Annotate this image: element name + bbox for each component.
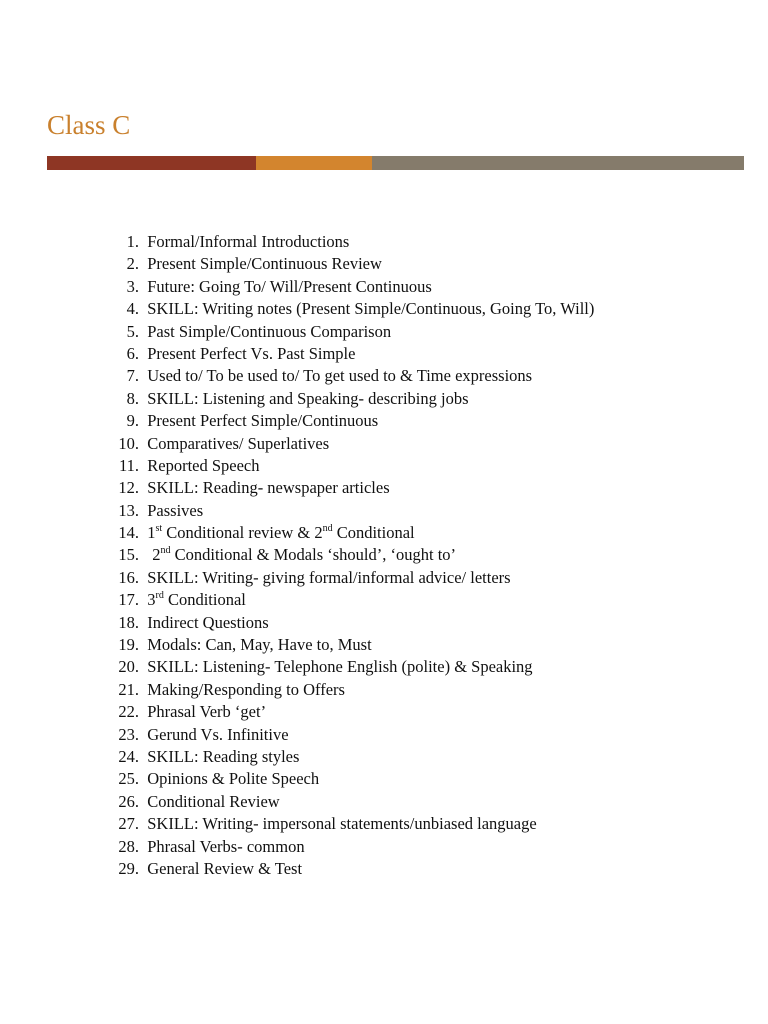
topic-text: SKILL: Reading- newspaper articles [147, 478, 390, 498]
topic-item [104, 656, 594, 678]
topic-number: 15. [118, 545, 139, 565]
topic-number: 25. [118, 769, 139, 789]
topic-text: Indirect Questions [147, 612, 269, 632]
ordinal-suffix: nd [322, 522, 333, 534]
topic-item [104, 433, 594, 455]
topic-number: 9. [126, 411, 139, 431]
topic-text: Phrasal Verbs- common [147, 836, 305, 856]
topic-number: 16. [118, 567, 139, 587]
ordinal-suffix: st [155, 522, 163, 534]
topic-text: Gerund Vs. Infinitive [147, 724, 289, 744]
topic-text-part: 1 [147, 523, 156, 543]
title-divider-bar [47, 156, 744, 170]
topic-item [104, 612, 594, 634]
topic-item [104, 298, 594, 320]
topic-text [152, 544, 456, 566]
topic-text: Present Perfect Simple/Continuous [147, 411, 379, 431]
topic-item [104, 858, 594, 880]
topic-item [104, 455, 594, 477]
topic-number: 19. [118, 635, 139, 655]
topic-number: 13. [118, 500, 139, 520]
topic-item [104, 791, 594, 813]
topic-item [104, 589, 594, 611]
topic-number: 2. [126, 254, 139, 274]
topic-text: SKILL: Reading styles [147, 746, 300, 766]
topic-item [104, 321, 594, 343]
topic-item [104, 522, 594, 544]
topic-text: SKILL: Writing- impersonal statements/unbiased language [147, 814, 537, 834]
topic-text-part: 3 [147, 590, 156, 610]
topic-number: 20. [118, 657, 139, 677]
page-title: Class C [47, 110, 131, 140]
topic-item [104, 567, 594, 589]
topic-item [104, 388, 594, 410]
topic-item [104, 253, 594, 275]
topic-item [104, 746, 594, 768]
topic-text: Reported Speech [147, 455, 260, 475]
topic-text-part: Conditional [163, 590, 246, 610]
topic-number: 22. [118, 702, 139, 722]
topic-text: SKILL: Listening- Telephone English (polite) & Speaking [147, 657, 533, 677]
topic-number: 10. [118, 433, 139, 453]
topic-item [104, 231, 594, 253]
topic-number: 3. [126, 276, 139, 296]
topic-item [104, 365, 594, 387]
topic-item [104, 679, 594, 701]
topic-text: Present Simple/Continuous Review [147, 254, 382, 274]
topic-number: 4. [126, 299, 139, 319]
topic-number: 8. [126, 388, 139, 408]
topic-text [147, 522, 414, 544]
topic-item [104, 634, 594, 656]
topic-item [104, 701, 594, 723]
topic-text: Past Simple/Continuous Comparison [147, 321, 392, 341]
topic-text: Opinions & Polite Speech [147, 769, 320, 789]
topic-number: 27. [118, 814, 139, 834]
topic-number: 28. [118, 836, 139, 856]
topic-item [104, 813, 594, 835]
topic-text: Used to/ To be used to/ To get used to & Time expressions [147, 366, 533, 386]
topic-text: Making/Responding to Offers [147, 679, 345, 699]
divider-segment-dark-red [47, 156, 256, 170]
topic-text: SKILL: Writing notes (Present Simple/Continuous, Going To, Will) [147, 299, 595, 319]
topic-number: 14. [118, 523, 139, 543]
topic-number: 26. [118, 791, 139, 811]
topic-number: 23. [118, 724, 139, 744]
topic-text-part: Conditional & Modals ‘should’, ‘ought to’ [170, 545, 457, 565]
topic-text: Modals: Can, May, Have to, Must [147, 635, 372, 655]
topic-text: Passives [147, 500, 204, 520]
ordinal-suffix: rd [155, 589, 164, 601]
topic-number: 11. [118, 455, 139, 475]
divider-segment-orange [256, 156, 372, 170]
topic-text: Conditional Review [147, 791, 280, 811]
topic-text: Present Perfect Vs. Past Simple [147, 343, 356, 363]
topic-text-part: Conditional review & 2 [162, 523, 323, 543]
topic-number: 24. [118, 746, 139, 766]
topic-number: 6. [126, 343, 139, 363]
topic-number: 5. [126, 321, 139, 341]
topic-text: SKILL: Writing- giving formal/informal advice/ letters [147, 567, 511, 587]
topic-item [104, 544, 594, 566]
topic-item [104, 477, 594, 499]
topic-number: 7. [126, 366, 139, 386]
topic-text: Comparatives/ Superlatives [147, 433, 330, 453]
topic-item [104, 768, 594, 790]
topic-text: General Review & Test [147, 858, 303, 878]
topic-text-part: 2 [152, 545, 161, 565]
topic-item [104, 343, 594, 365]
divider-segment-taupe [372, 156, 744, 170]
topic-text: Future: Going To/ Will/Present Continuous [147, 276, 432, 296]
topic-item [104, 724, 594, 746]
ordinal-suffix: nd [160, 544, 171, 556]
topic-text [147, 589, 246, 611]
topic-text: SKILL: Listening and Speaking- describing jobs [147, 388, 469, 408]
topic-number: 18. [118, 612, 139, 632]
topic-item [104, 836, 594, 858]
topic-text: Phrasal Verb ‘get’ [147, 702, 267, 722]
topic-text-part: Conditional [332, 523, 415, 543]
topic-number: 29. [118, 858, 139, 878]
topic-number: 21. [118, 679, 139, 699]
topic-item [104, 276, 594, 298]
topic-text: Formal/Informal Introductions [147, 232, 350, 251]
topic-number: 1. [126, 232, 139, 251]
topic-number: 12. [118, 478, 139, 498]
topic-list [104, 231, 594, 880]
topic-number: 17. [118, 590, 139, 610]
topic-item [104, 500, 594, 522]
topic-item [104, 410, 594, 432]
